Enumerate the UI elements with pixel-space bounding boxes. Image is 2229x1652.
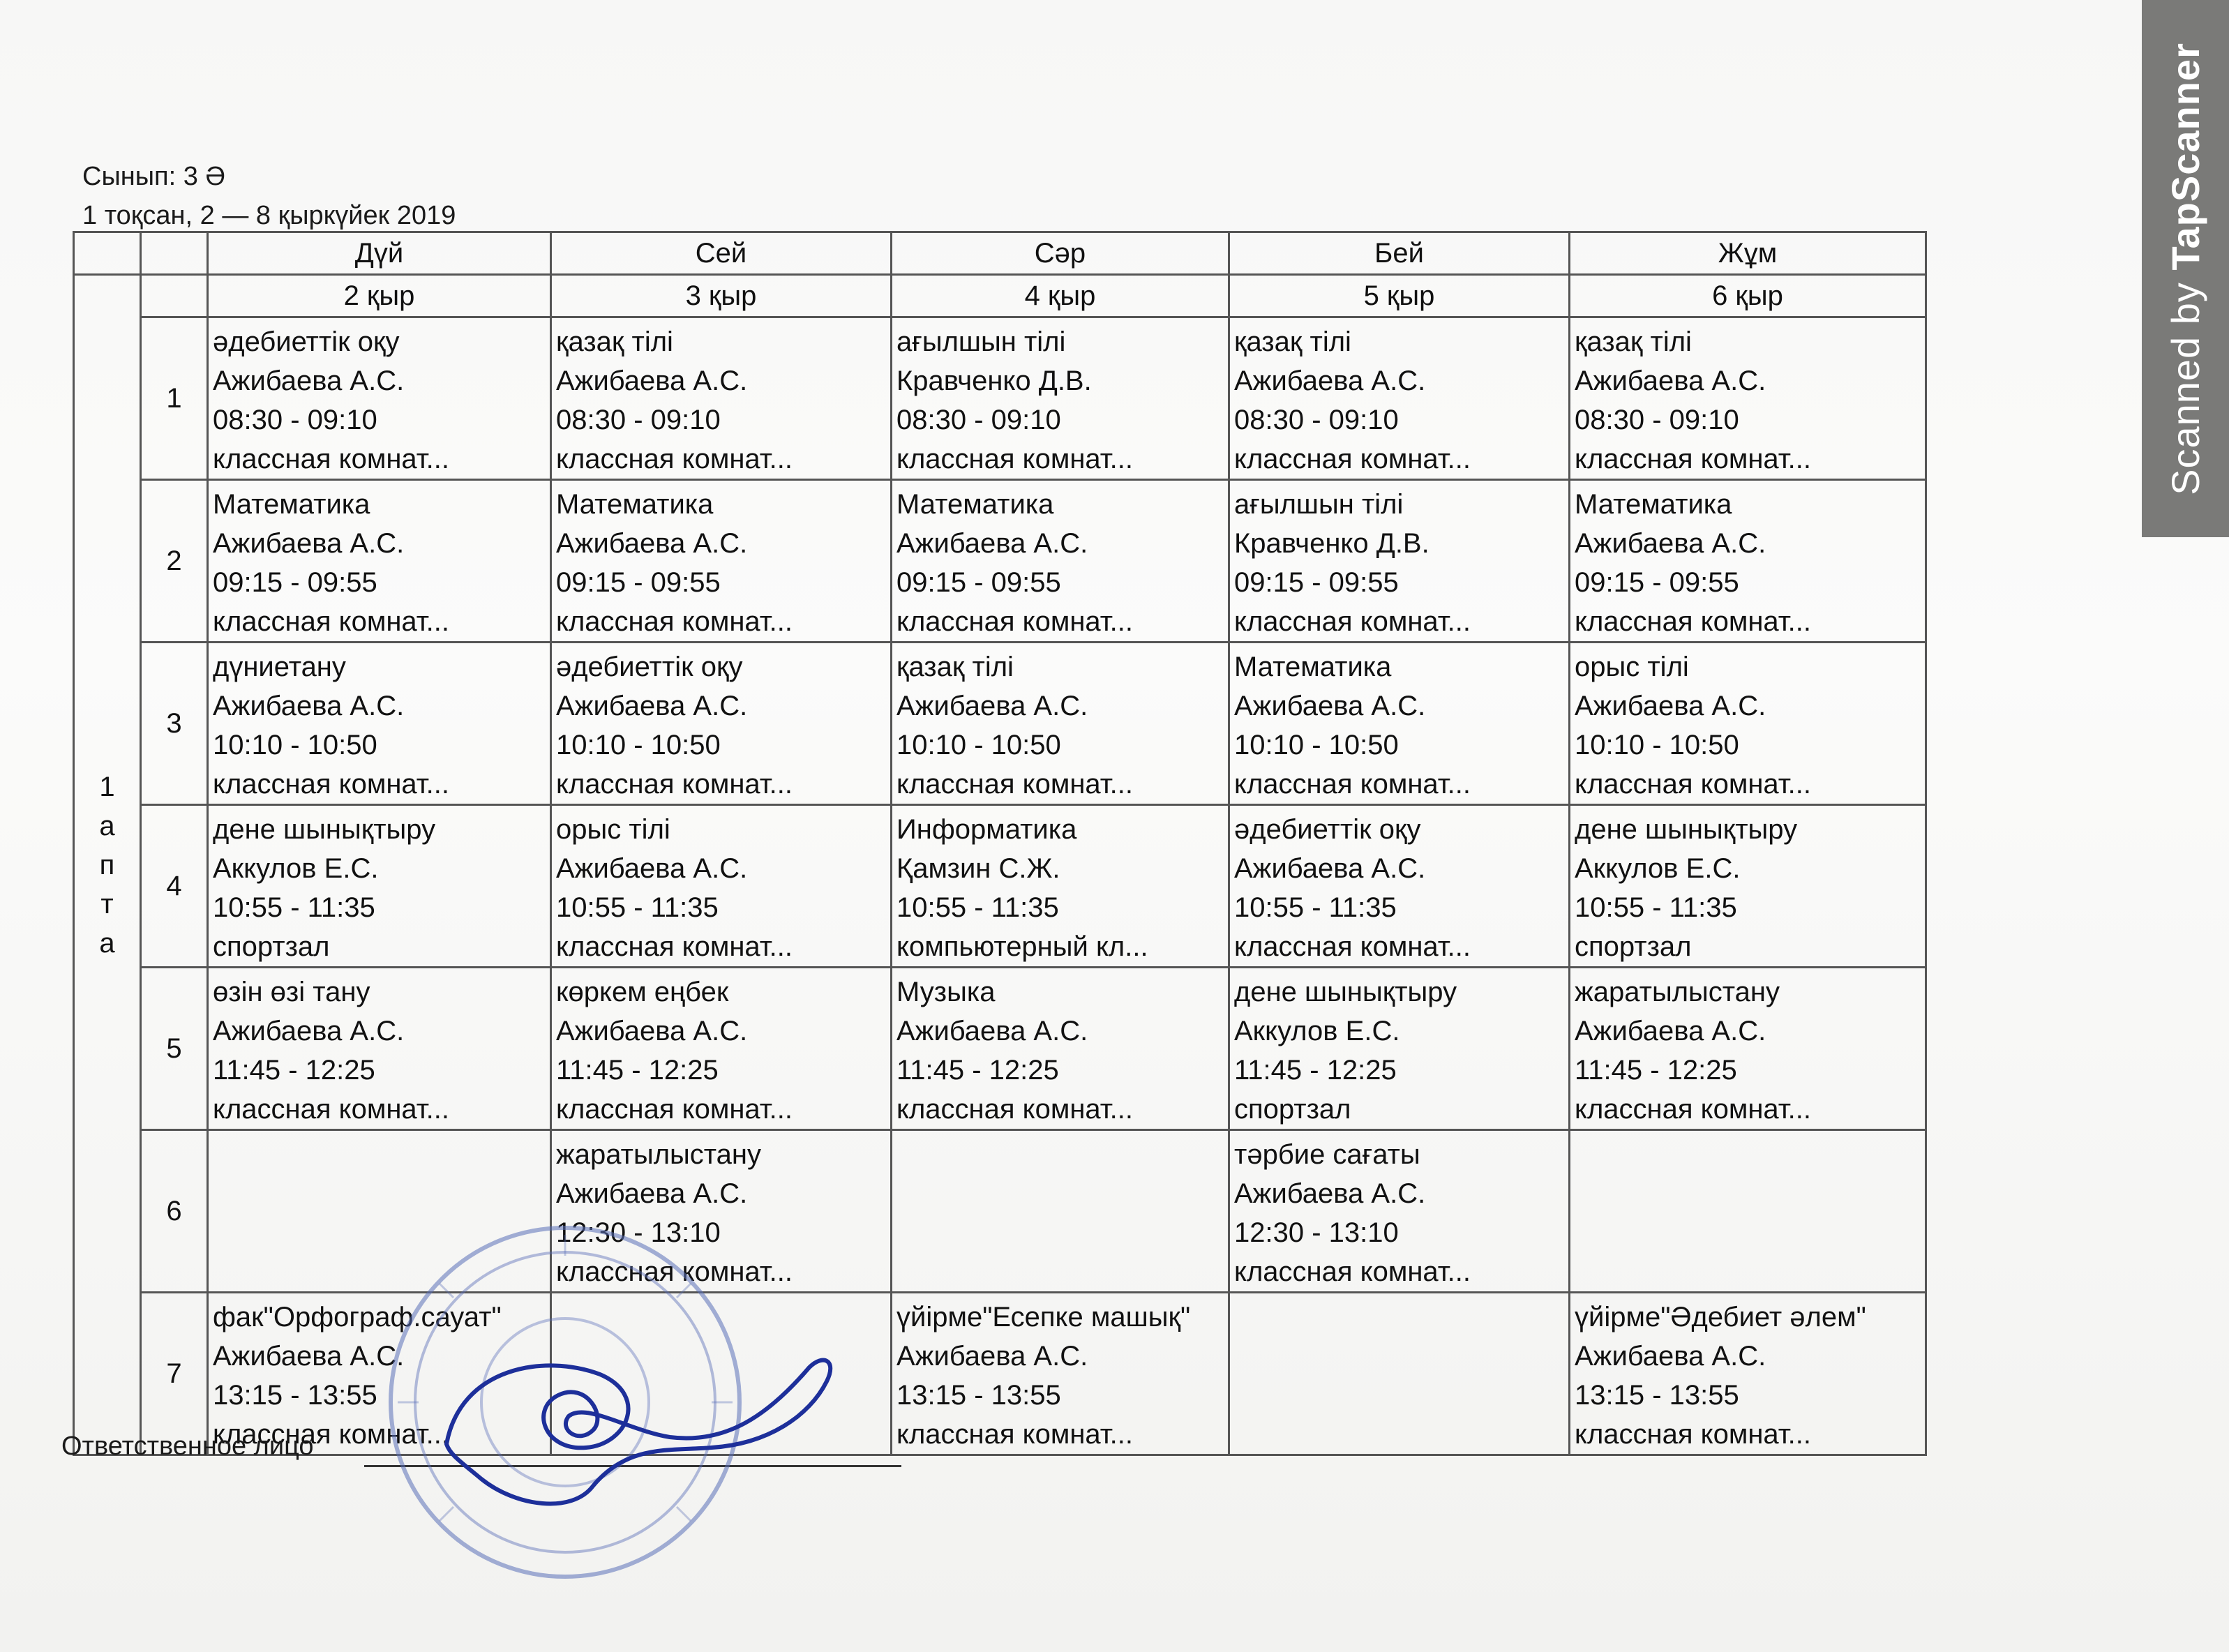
lesson-room: классная комнат... (1575, 444, 1812, 474)
lesson-subject: көркем еңбек (556, 977, 729, 1007)
lesson-cell (1570, 317, 1926, 480)
lesson-teacher: Ажибаева А.С. (1575, 1341, 1766, 1372)
lesson-room: классная комнат... (556, 769, 793, 799)
lesson-teacher: Аккулов Е.С. (1234, 1016, 1400, 1046)
lesson-time: 10:55 - 11:35 (896, 892, 1059, 923)
lesson-time: 08:30 - 09:10 (1575, 405, 1739, 435)
lesson-teacher: Ажибаева А.С. (1575, 1016, 1766, 1046)
day-header: Сей (551, 232, 892, 275)
lesson-room: классная комнат... (556, 1256, 793, 1287)
date-header: 6 қыр (1570, 275, 1926, 317)
lesson-teacher: Ажибаева А.С. (213, 1341, 405, 1372)
lesson-number: 1 (141, 317, 208, 480)
lesson-teacher: Ажибаева А.С. (556, 691, 748, 721)
lesson-room: классная комнат... (213, 769, 450, 799)
lesson-teacher: Ажибаева А.С. (1575, 528, 1766, 559)
lesson-subject: Музыка (896, 977, 996, 1007)
lesson-time: 08:30 - 09:10 (213, 405, 377, 435)
lesson-room: классная комнат... (1575, 769, 1812, 799)
lesson-cell (1570, 643, 1926, 805)
lesson-subject: Математика (556, 489, 714, 520)
lesson-subject: дене шынықтыру (1575, 814, 1798, 845)
lesson-row (74, 968, 1926, 1130)
lesson-room: классная комнат... (556, 931, 793, 962)
lesson-cell (208, 968, 551, 1130)
lesson-teacher: Ажибаева А.С. (896, 1341, 1088, 1372)
lesson-time: 11:45 - 12:25 (1575, 1055, 1737, 1086)
day-header-row (74, 232, 1926, 275)
lesson-room: классная комнат... (1575, 1419, 1812, 1450)
day-header: Бей (1229, 232, 1570, 275)
lesson-room: классная комнат... (213, 606, 450, 637)
lesson-cell (892, 1293, 1229, 1455)
day-header: Сәр (892, 232, 1229, 275)
lesson-row (74, 805, 1926, 968)
lesson-room: классная комнат... (213, 1094, 450, 1125)
week-label (74, 275, 141, 1455)
lesson-room: классная комнат... (556, 1094, 793, 1125)
lesson-time: 11:45 - 12:25 (1234, 1055, 1397, 1086)
lesson-room: классная комнат... (896, 444, 1134, 474)
lesson-teacher: Кравченко Д.В. (1234, 528, 1429, 559)
lesson-cell (208, 805, 551, 968)
lesson-time: 09:15 - 09:55 (556, 567, 721, 598)
lesson-teacher: Ажибаева А.С. (1575, 366, 1766, 396)
lesson-subject: Математика (213, 489, 370, 520)
responsible-person-label: Ответственное лицо (61, 1432, 314, 1461)
lesson-teacher: Ажибаева А.С. (896, 691, 1088, 721)
lesson-subject: қазақ тілі (556, 326, 673, 357)
date-header: 4 қыр (892, 275, 1229, 317)
lesson-cell (1229, 317, 1570, 480)
lesson-subject: ағылшын тілі (896, 326, 1066, 357)
week-label-char: а (99, 927, 115, 959)
corner-cell-3 (141, 275, 208, 317)
lesson-cell (551, 317, 892, 480)
lesson-teacher: Ажибаева А.С. (556, 853, 748, 884)
date-header-row (74, 275, 1926, 317)
lesson-time: 11:45 - 12:25 (896, 1055, 1059, 1086)
lesson-room: классная комнат... (213, 1419, 450, 1450)
lesson-cell (1229, 1293, 1570, 1455)
lesson-cell (1570, 480, 1926, 643)
date-header: 3 қыр (551, 275, 892, 317)
lesson-room: спортзал (213, 931, 330, 962)
lesson-time: 13:15 - 13:55 (1575, 1380, 1739, 1411)
lesson-room: классная комнат... (556, 606, 793, 637)
lesson-subject: ағылшын тілі (1234, 489, 1404, 520)
lesson-subject: әдебиеттік оқу (1234, 814, 1421, 845)
corner-cell (74, 232, 141, 275)
lesson-time: 10:55 - 11:35 (1234, 892, 1397, 923)
lesson-cell (892, 968, 1229, 1130)
lesson-teacher: Ажибаева А.С. (213, 691, 405, 721)
lesson-cell (892, 643, 1229, 805)
date-header: 5 қыр (1229, 275, 1570, 317)
lesson-subject: қазақ тілі (1575, 326, 1692, 357)
lesson-time: 10:55 - 11:35 (213, 892, 375, 923)
lesson-room: классная комнат... (556, 444, 793, 474)
lesson-teacher: Ажибаева А.С. (896, 1016, 1088, 1046)
lesson-number: 3 (141, 643, 208, 805)
lesson-teacher: Ажибаева А.С. (556, 1016, 748, 1046)
lesson-subject: Математика (1234, 652, 1392, 682)
lesson-cell (551, 643, 892, 805)
lesson-time: 10:10 - 10:50 (213, 730, 377, 760)
lesson-room: классная комнат... (213, 444, 450, 474)
lesson-subject: қазақ тілі (1234, 326, 1351, 357)
lesson-subject: орыс тілі (556, 814, 670, 845)
lesson-subject: жаратылыстану (1575, 977, 1780, 1007)
lesson-time: 09:15 - 09:55 (1234, 567, 1399, 598)
lesson-room: классная комнат... (1234, 606, 1471, 637)
lesson-cell (1229, 805, 1570, 968)
corner-cell-2 (141, 232, 208, 275)
lesson-number: 2 (141, 480, 208, 643)
lesson-teacher: Ажибаева А.С. (213, 1016, 405, 1046)
week-label-char: а (99, 810, 115, 841)
week-label-char: 1 (99, 771, 115, 802)
week-label-char: п (99, 849, 115, 880)
lesson-time: 10:55 - 11:35 (556, 892, 719, 923)
lesson-row (74, 1130, 1926, 1293)
lesson-room: классная комнат... (1575, 606, 1812, 637)
scanner-brand: TapScanner (2163, 42, 2207, 271)
lesson-row (74, 317, 1926, 480)
lesson-time: 09:15 - 09:55 (213, 567, 377, 598)
lesson-row (74, 643, 1926, 805)
lesson-cell (1229, 968, 1570, 1130)
lesson-cell (551, 480, 892, 643)
lesson-cell (892, 480, 1229, 643)
lesson-subject: қазақ тілі (896, 652, 1014, 682)
lesson-teacher: Ажибаева А.С. (1234, 1178, 1426, 1209)
lesson-teacher: Қамзин С.Ж. (896, 853, 1060, 884)
lesson-subject: дене шынықтыру (1234, 977, 1457, 1007)
lesson-subject: орыс тілі (1575, 652, 1689, 682)
lesson-time: 10:10 - 10:50 (1575, 730, 1739, 760)
lesson-number: 4 (141, 805, 208, 968)
lesson-room: спортзал (1575, 931, 1692, 962)
lesson-teacher: Кравченко Д.В. (896, 366, 1092, 396)
lesson-number: 7 (141, 1293, 208, 1455)
lesson-time: 13:15 - 13:55 (213, 1380, 377, 1411)
lesson-teacher: Ажибаева А.С. (556, 366, 748, 396)
lesson-teacher: Ажибаева А.С. (1234, 366, 1426, 396)
lesson-subject: үйірме"Әдебиет әлем" (1575, 1302, 1866, 1332)
lesson-time: 09:15 - 09:55 (896, 567, 1061, 598)
lesson-time: 11:45 - 12:25 (556, 1055, 719, 1086)
date-header: 2 қыр (208, 275, 551, 317)
lesson-cell (892, 1130, 1229, 1293)
lesson-time: 08:30 - 09:10 (1234, 405, 1399, 435)
lesson-time: 10:10 - 10:50 (556, 730, 721, 760)
lesson-time: 08:30 - 09:10 (556, 405, 721, 435)
lesson-cell (1570, 805, 1926, 968)
lesson-cell (892, 805, 1229, 968)
lesson-cell (208, 480, 551, 643)
lesson-subject: дүниетану (213, 652, 346, 682)
lesson-time: 11:45 - 12:25 (213, 1055, 375, 1086)
lesson-room: классная комнат... (896, 1419, 1134, 1450)
lesson-teacher: Ажибаева А.С. (1234, 691, 1426, 721)
lesson-time: 10:10 - 10:50 (896, 730, 1061, 760)
lesson-room: классная комнат... (1234, 769, 1471, 799)
lesson-time: 08:30 - 09:10 (896, 405, 1061, 435)
quarter-dates-label: 1 тоқсан, 2 — 8 қыркүйек 2019 (82, 201, 456, 230)
lesson-teacher: Ажибаева А.С. (896, 528, 1088, 559)
lesson-time: 10:55 - 11:35 (1575, 892, 1737, 923)
lesson-time: 10:10 - 10:50 (1234, 730, 1399, 760)
lesson-cell (1570, 968, 1926, 1130)
lesson-subject: Информатика (896, 814, 1077, 845)
scanner-watermark (2142, 0, 2229, 537)
lesson-number: 5 (141, 968, 208, 1130)
lesson-teacher: Ажибаева А.С. (213, 528, 405, 559)
lesson-subject: Математика (896, 489, 1054, 520)
lesson-cell (892, 317, 1229, 480)
lesson-subject: Математика (1575, 489, 1732, 520)
day-header: Дүй (208, 232, 551, 275)
lesson-cell (1570, 1293, 1926, 1455)
lesson-room: классная комнат... (1575, 1094, 1812, 1125)
lesson-room: классная комнат... (1234, 1256, 1471, 1287)
lesson-subject: жаратылыстану (556, 1139, 761, 1170)
class-label: Сынып: 3 Ә (82, 162, 226, 191)
lesson-subject: фак"Орфограф.сауат" (213, 1302, 502, 1332)
lesson-cell (1229, 1130, 1570, 1293)
lesson-time: 13:15 - 13:55 (896, 1380, 1061, 1411)
lesson-row (74, 1293, 1926, 1455)
lesson-subject: өзін өзі тану (213, 977, 370, 1007)
week-label-char: т (100, 888, 114, 919)
lesson-cell (208, 317, 551, 480)
lesson-room: спортзал (1234, 1094, 1351, 1125)
lesson-teacher: Ажибаева А.С. (213, 366, 405, 396)
lesson-subject: әдебиеттік оқу (213, 326, 400, 357)
scanner-prefix: Scanned by (2163, 270, 2207, 495)
lesson-teacher: Ажибаева А.С. (556, 1178, 748, 1209)
lesson-room: классная комнат... (896, 1094, 1134, 1125)
lesson-cell (551, 805, 892, 968)
lesson-teacher: Аккулов Е.С. (213, 853, 379, 884)
lesson-cell (551, 968, 892, 1130)
lesson-room: классная комнат... (1234, 931, 1471, 962)
day-header: Жұм (1570, 232, 1926, 275)
lesson-teacher: Ажибаева А.С. (1234, 853, 1426, 884)
lesson-time: 12:30 - 13:10 (1234, 1217, 1399, 1248)
schedule-table (73, 231, 1927, 1456)
lesson-teacher: Ажибаева А.С. (556, 528, 748, 559)
lesson-number: 6 (141, 1130, 208, 1293)
lesson-cell (208, 643, 551, 805)
lesson-room: компьютерный кл... (896, 931, 1148, 962)
lesson-row (74, 480, 1926, 643)
lesson-subject: тәрбие сағаты (1234, 1139, 1420, 1170)
lesson-room: классная комнат... (896, 769, 1134, 799)
lesson-room: классная комнат... (1234, 444, 1471, 474)
lesson-subject: әдебиеттік оқу (556, 652, 743, 682)
handwritten-signature (419, 1326, 865, 1535)
lesson-teacher: Аккулов Е.С. (1575, 853, 1741, 884)
lesson-cell (1229, 643, 1570, 805)
lesson-time: 12:30 - 13:10 (556, 1217, 721, 1248)
lesson-subject: дене шынықтыру (213, 814, 436, 845)
lesson-teacher: Ажибаева А.С. (1575, 691, 1766, 721)
lesson-time: 09:15 - 09:55 (1575, 567, 1739, 598)
lesson-cell (1229, 480, 1570, 643)
lesson-subject: үйірме"Есепке машық" (896, 1302, 1191, 1332)
lesson-cell (1570, 1130, 1926, 1293)
lesson-room: классная комнат... (896, 606, 1134, 637)
